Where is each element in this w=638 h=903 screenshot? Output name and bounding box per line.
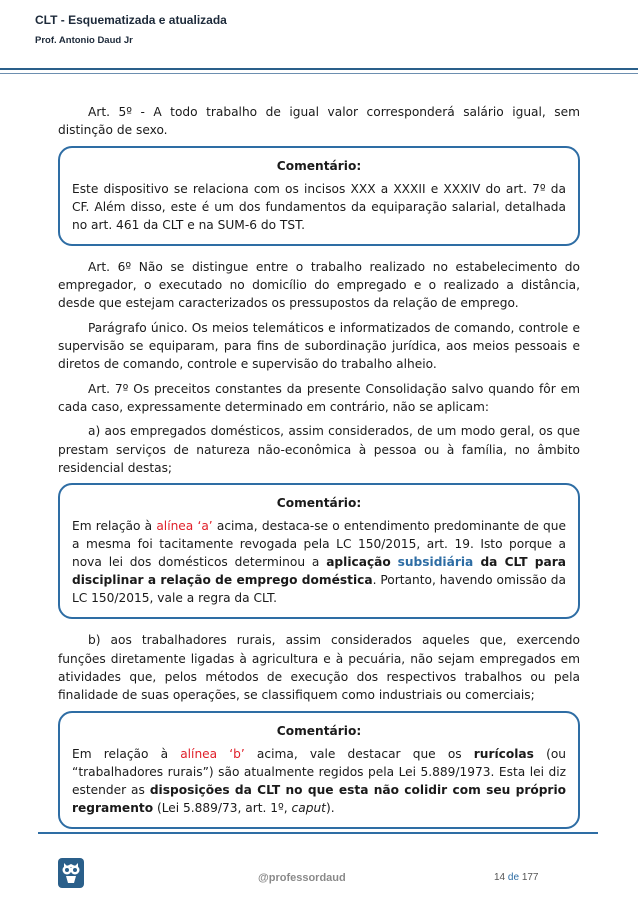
comment-title: Comentário: [276,496,362,511]
comment-box-2 [58,483,580,619]
comment-title: Comentário: [276,723,362,738]
page-header [35,13,227,46]
article-7-item-a: a) aos empregados domésticos, assim considerados, de um modo geral, os que prestam serviços de natureza não-econômica à pessoa ou à família, no âmbito residencial destas; [58,424,580,475]
article-7-item-b: b) aos trabalhadores rurais, assim considerados aqueles que, exercendo funções diretamente ligadas à agricultura e à pecuária, não sejam empregados em atividades que, pelos métodos de execução dos respectivos trabalhos ou pela finalidade de suas operações, se classifiquem como industriais ou comerciais; [58,633,580,703]
comment-title: Comentário: [276,158,362,173]
highlight-alinea-b: alínea ‘b’ [180,746,245,761]
comment-box-3 [58,711,580,829]
article-6: Art. 6º Não se distingue entre o trabalho realizado no estabelecimento do empregador, o executado no domicílio do empregado e o realizado a distância, desde que estejam caracterizados os pressupostos da relação de emprego. [58,259,580,311]
comment-box-1 [58,146,580,246]
author-name: Prof. Antonio Daud Jr [35,35,133,46]
article-7: Art. 7º Os preceitos constantes da presente Consolidação salvo quando fôr em cada caso, expressamente determinado em contrário, não se aplicam: [58,381,580,414]
article-6-paragraph: Parágrafo único. Os meios telemáticos e informatizados de comando, controle e supervisão se equiparam, para fins de subordinação jurídica, aos meios pessoais e diretos de comando, controle e supervisão do trabalho alheio. [58,320,580,372]
author-handle: @professordaud [258,872,346,884]
highlight-alinea-a: alínea ‘a’ [156,519,213,534]
article-5: Art. 5º - A todo trabalho de igual valor corresponderá salário igual, sem distinção de sexo. [58,105,580,138]
header-divider-thin [0,73,638,74]
owl-logo-icon [58,858,84,888]
comment-text: Em relação à alínea ‘a’ acima, destaca-se o entendimento predominante de que a mesma foi tacitamente revogada pela LC 150/2015, art. 19. Isto porque a nova lei dos domésticos determinou a aplicação subsidiária da CLT para disciplinar a relação de emprego doméstica. Portanto, havendo omissão da LC 150/2015, vale a regra da CLT. [72,519,566,606]
document-title: CLT - Esquematizada e atualizada [35,13,227,27]
comment-text: Em relação à alínea ‘b’ acima, vale destacar que os rurícolas (ou “trabalhadores rurais”) são atualmente regidos pela Lei 5.889/1973. Esta lei diz estender as disposições da CLT no que esta não colidir com seu próprio regramento (Lei 5.889/73, art. 1º, caput). [72,746,567,815]
highlight-subsidiaria: subsidiária [397,555,474,570]
comment-text: Este dispositivo se relaciona com os incisos XXX a XXXII e XXXIV do art. 7º da CF. Além disso, este é um dos fundamentos da equiparação salarial, detalhada no art. 461 da CLT e na SUM-6 do TST. [72,181,566,232]
header-divider [0,68,638,70]
document-body [58,103,580,841]
page-number: 14 de 177 [494,872,539,883]
footer-divider [38,832,598,834]
